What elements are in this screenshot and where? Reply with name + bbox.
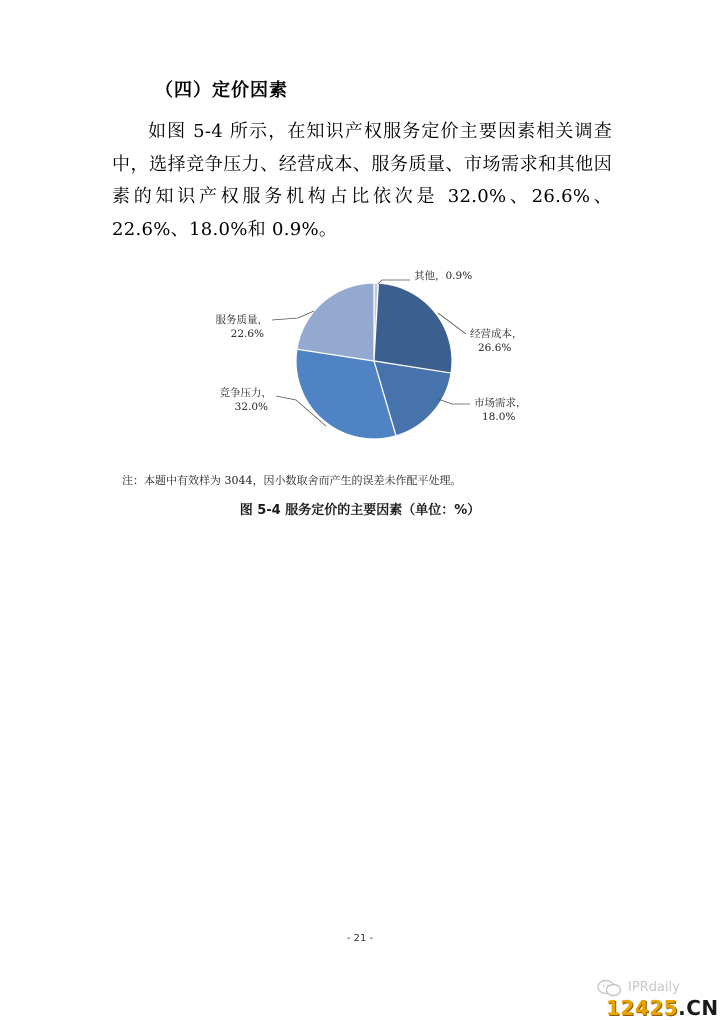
slice-label-name: 竞争压力， [219, 387, 272, 399]
slice-label [470, 327, 523, 354]
slice-label-value: 22.6% [230, 328, 264, 340]
slice-label-name: 服务质量， [215, 314, 268, 326]
section-heading: （四）定价因素 [155, 80, 288, 101]
slice-label-value: 26.6% [478, 342, 512, 354]
slice-label: 其他，0.9% [414, 270, 473, 282]
page-number: - 21 - [346, 933, 374, 944]
slice-label [474, 396, 527, 423]
leader-line [438, 399, 470, 404]
slice-label [216, 313, 269, 340]
logo-tld: .CN [678, 996, 719, 1020]
watermark-text: IPRdaily [628, 980, 680, 995]
slice-label-value: 32.0% [234, 401, 268, 413]
figure-caption: 图 5-4 服务定价的主要因素（单位：%） [239, 503, 481, 518]
pie-slices [296, 283, 452, 439]
pie-slice [297, 283, 374, 361]
slice-label-name: 市场需求， [474, 397, 527, 409]
site-logo [606, 996, 719, 1020]
slice-label [220, 386, 273, 413]
slice-label-value: 18.0% [482, 411, 516, 423]
body-paragraph: 如图 5-4 所示，在知识产权服务定价主要因素相关调查中，选择竞争压力、经营成本、服务质量、市场需求和其他因素的知识产权服务机构占比依次是 32.0%、26.6%、22.6%、18.0%和 0.9%。 [112, 121, 612, 240]
wechat-icon [596, 978, 624, 998]
slice-label-name: 经营成本， [470, 328, 523, 340]
chart-note: 注：本题中有效样为 3044，因小数取舍而产生的误差未作配平处理。 [122, 474, 462, 487]
logo-number: 12425 [606, 996, 679, 1020]
pie-slice [374, 283, 452, 373]
